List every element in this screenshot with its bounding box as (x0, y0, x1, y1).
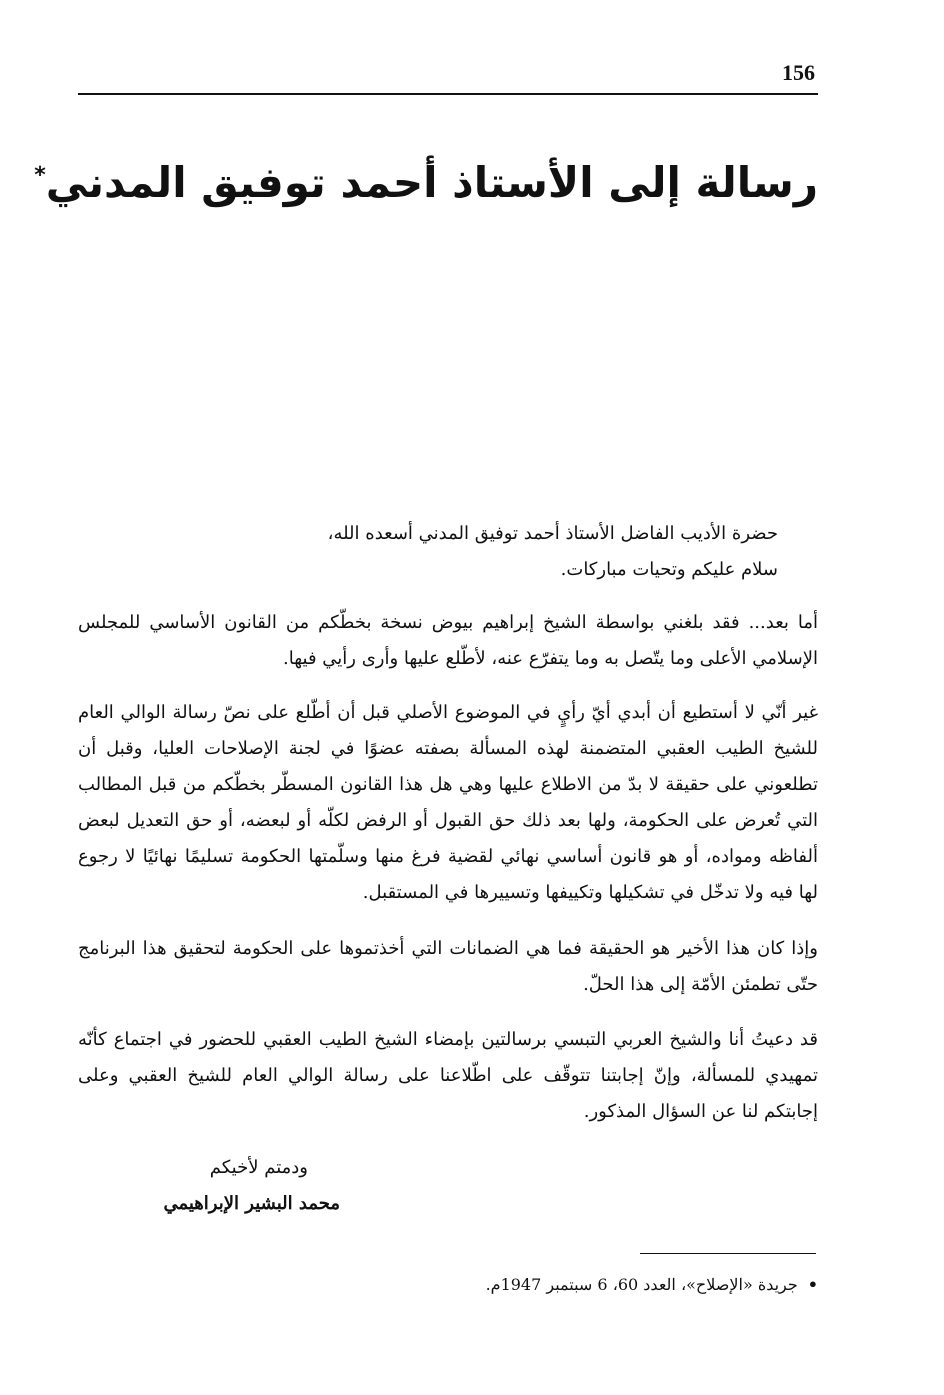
paragraph-text: قد دعيتُ أنا والشيخ العربي التبسي برسالتين بإمضاء الشيخ الطيب العقبي للحضور في اجتماع كأنّه تمهيدي للمسألة، وإنّ إجابتنا تتوقّف على اطّلاعنا على رسالة الوالي العام للشيخ العقبي وعلى إجابتكم لنا عن السؤال المذكور. (78, 1029, 818, 1122)
paragraph-text: أما بعد... فقد بلغني بواسطة الشيخ إبراهيم بيوض نسخة بخطّكم من القانون الأساسي للمجلس الإسلامي الأعلى وما يتّصل به وما يتفرّع عنه، لأطّلع عليها وأرى رأيي فيها. (78, 612, 818, 669)
closing-line: ودمتم لأخيكم (209, 1157, 308, 1178)
header-rule (78, 93, 818, 95)
footnote (380, 1272, 818, 1298)
salutation-line: حضرة الأديب الفاضل الأستاذ أحمد توفيق المدني أسعده الله، (327, 523, 778, 544)
letter-paragraph (78, 1022, 818, 1130)
letter-paragraph (78, 605, 818, 677)
footnote-marker: • (807, 1275, 818, 1294)
salutation-line: سلام عليكم وتحيات مباركات. (560, 559, 778, 580)
salutation (78, 516, 818, 588)
paragraph-text: غير أنّي لا أستطيع أن أبدي أيّ رأيٍ في الموضوع الأصلي قبل أن أطّلع على نصّ رسالة الوالي العام للشيخ الطيب العقبي المتضمنة لهذه المسألة بصفته عضوًا في لجنة الإصلاحات العليا، وقبل أن تطلعوني على حقيقة لا بدّ من الاطلاع عليها وهي هل هذا القانون المسطّر بخطّكم من قبل المطالب التي تُعرض على الحكومة، ولها بعد ذلك حق القبول أو الرفض لكلّه أو لبعضه، أو حق التعديل لبعض ألفاظه ومواده، أو هو قانون أساسي نهائي لقضية فرغ منها وسلّمتها الحكومة تسليمًا نهائيًا لا رجوع لها فيه ولا تدخّل في تشكيلها وتكييفها وتسييرها في المستقبل. (78, 702, 818, 903)
paragraph-text: وإذا كان هذا الأخير هو الحقيقة فما هي الضمانات التي أخذتموها على الحكومة لتحقيق هذا البرنامج حتّى تطمئن الأمّة إلى هذا الحلّ. (78, 938, 818, 995)
title-footnote-marker: * (34, 163, 46, 189)
letter-paragraph (78, 931, 818, 1003)
title-text: رسالة إلى الأستاذ أحمد توفيق المدني (45, 158, 818, 208)
footnote-text: جريدة «الإصلاح»، العدد 60، 6 سبتمبر 1947م. (485, 1275, 798, 1294)
signature: محمد البشير الإبراهيمي (163, 1193, 340, 1214)
closing-block (120, 1150, 340, 1222)
page-title (34, 158, 818, 208)
page-number: 156 (782, 60, 815, 85)
letter-paragraph (78, 695, 818, 911)
footnote-rule (640, 1253, 816, 1254)
